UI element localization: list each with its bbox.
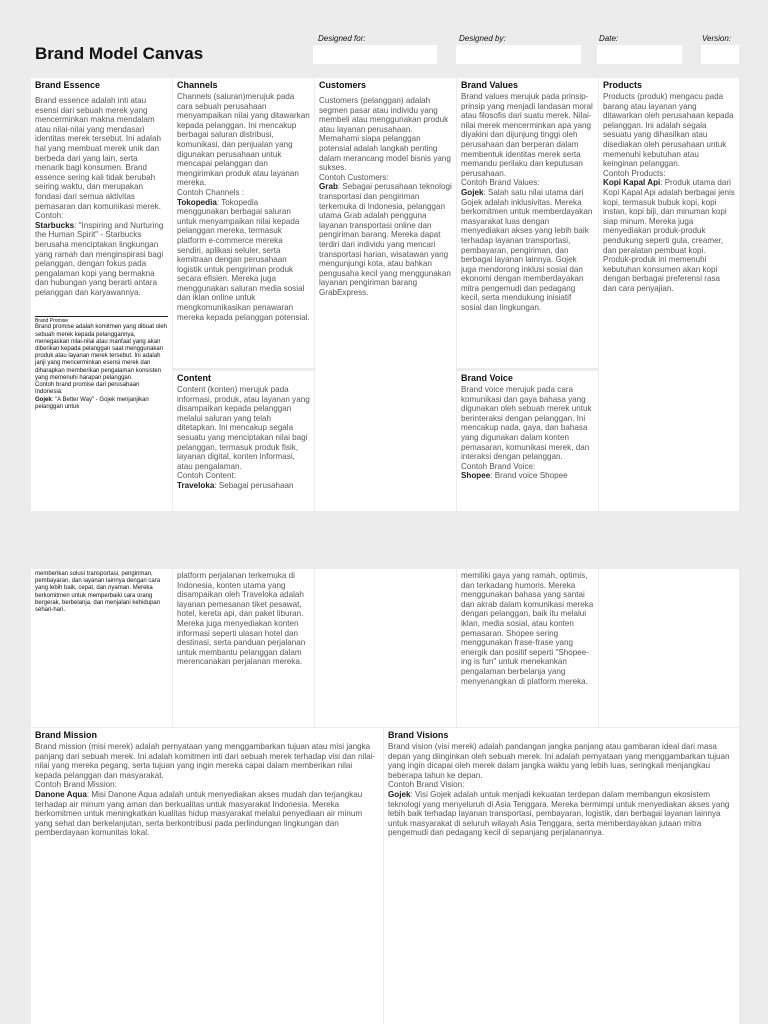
brand-voice-example-brand: Shopee [461,471,491,481]
designed-for-label: Designed for: [318,34,366,43]
brand-voice-heading: Brand Voice [461,373,513,383]
customers-text [319,96,455,297]
brand-voice-example-text: : Brand voice Shopee [490,471,568,481]
brand-voice-description: Brand voice merujuk pada cara komunikasi dan gaya bahasa yang digunakan oleh sebuah merek untuk berinteraksi dengan pelanggan. Ini mencakup nada, gaya, dan bahasa yang digunakan dalam konten pemasaran, komunikasi merek, dan interaksi dengan pelanggan. [461,385,594,462]
customers-example-text: : Sebagai perusahaan teknologi transportasi dan pengiriman terkemuka di Indonesia, pelanggan utama Grab adalah pengguna layanan transportasi online dan pengiriman barang. Mereka dapat terdiri dari individu yang mencari transportasi harian, wisatawan yang mengunjungi kota, atau bahkan pengusaha kecil yang menggunakan layanan pengiriman barang GrabExpress. [319,182,455,297]
channels-section [173,78,314,368]
brand-values-heading: Brand Values [461,80,519,90]
brand-visions-section [384,728,739,1024]
content-continuation: platform perjalanan terkemuka di Indonesia, konten utama yang disampaikan oleh Traveloka adalah layanan pemesanan tiket pesawat, hotel, kereta api, dan paket liburan. Mereka juga menyediakan konten informasi seperti ulasan hotel dan destinasi, serta panduan perjalanan untuk membantu pelanggan dalam merencanakan perjalanan mereka. [177,571,308,667]
section-divider [35,316,168,317]
brand-values-section [457,78,598,368]
brand-essence-heading: Brand Essence [35,80,101,90]
products-example-label: Contoh Products: [603,168,666,178]
brand-voice-continued [457,569,598,727]
products-example-brand: Kopi Kapal Api [603,178,661,188]
designed-by-field[interactable] [456,45,581,64]
brand-values-description: Brand values merujuk pada prinsip-prinsip yang menjadi landasan moral atau filosofis dari suatu merek. Nilai-nilai merek mencerminkan apa yang diyakini dan dijunjung tinggi oleh perusahaan dan berperan dalam membentuk identitas merek serta memandu perilaku dan keputusan perusahaan. [461,92,596,178]
customers-heading: Customers [319,80,367,90]
brand-promise-example-text: : "A Better Way" - Gojek menjanjikan pelanggan untuk [35,396,151,410]
date-label: Date: [599,34,619,43]
content-example-brand: Traveloka [177,480,215,490]
brand-visions-description: Brand vision (visi merek) adalah pandangan jangka panjang atau gambaran ideal dari masa depan yang diinginkan oleh sebuah merek. Ini adalah pernyataan yang menggambarkan tujuan yang ingin dicapai oleh merek dalam jangka waktu yang lebih luas, seringkali menjangkau beberapa tahun ke depan. [388,742,732,780]
content-example-label: Contoh Content: [177,471,236,481]
brand-mission-text [35,742,379,838]
channels-example-label: Contoh Channels : [177,187,245,197]
version-label: Version: [702,34,732,43]
brand-mission-example-label: Contoh Brand Mission: [35,780,117,790]
channels-heading: Channels [177,80,218,90]
content-continued [173,569,314,727]
brand-essence-example-label: Contoh: [35,211,64,221]
brand-mission-heading: Brand Mission [35,730,98,740]
brand-visions-example-brand: Gojek [388,789,411,799]
brand-voice-text [461,385,594,481]
content-section [173,371,314,511]
brand-essence-text [35,96,168,297]
brand-mission-example-brand: Danone Aqua [35,789,87,799]
products-example-text: : Produk utama dari Kopi Kapal Api adalah berbagai jenis kopi, termasuk bubuk kopi, kopi instan, kopi biji, dan minuman kopi siap minum. Mereka juga menyediakan produk-produk pendukung seperti gula, creamer, dan peralatan pembuat kopi. Produk-produk ini memenuhi kebutuhan konsumen akan kopi dengan berbagai preferensi rasa dan cara penyajian. [603,178,738,293]
products-text [603,92,738,293]
brand-values-text [461,92,594,313]
channels-example-brand: Tokopedia [177,197,217,207]
designed-by-label: Designed by: [459,34,506,43]
brand-mission-section [31,728,383,1024]
brand-promise-text [35,324,168,410]
brand-visions-text [388,742,735,838]
date-field[interactable] [597,45,682,64]
brand-promise-example-brand: Gojek [35,396,52,403]
brand-voice-section [457,371,598,511]
products-continued [599,569,739,727]
brand-voice-continuation: memiliki gaya yang ramah, optimis, dan terkadang humoris. Mereka menggunakan bahasa yang santai dan akrab dalam komunikasi mereka dengan pelanggan, baik itu melalui iklan, media sosial, atau konten pemasaran. Shopee sering menggunakan frase-frase yang energik dan positif seperti "Shopee-ing is fun" untuk menekankan pengalaman berbelanja yang menyenangkan di platform mereka. [461,571,596,686]
brand-values-example-text: : Salah satu nilai utama dari Gojek adalah inklusivitas. Mereka berkomitmen untuk memberdayakan masyarakat luas dengan menyediakan akses yang lebih baik terhadap layanan transportasi, pembayaran, pengiriman, dan berbagai layanan lainnya. Gojek juga mendorong inklusi sosial dan ekonomi dengan memberdayakan mitra pengemudi dan pedagang kecil, serta mendukung inisiatif sosial dan lingkungan. [461,187,595,313]
brand-promise-example-label: Contoh brand promise dari perusahaan Indonesia: [35,382,142,396]
brand-voice-example-label: Contoh Brand Voice: [461,461,536,471]
brand-promise-continued [31,569,172,727]
brand-essence-section [31,78,172,511]
customers-example-brand: Grab [319,182,338,192]
customers-description: Customers (pelanggan) adalah segmen pasar atau individu yang membeli atau menggunakan produk atau layanan perusahaan. Memahami siapa pelanggan potensial adalah langkah penting dalam merancang model bisnis yang sukses. [319,96,454,173]
brand-mission-description: Brand mission (misi merek) adalah pernyataan yang menggambarkan tujuan atau misi jangka panjang dari sebuah merek. Ini adalah komitmen inti dari sebuah merek terhadap visi dan nilai-nilai yang mereka pegang, serta tujuan yang ingin mereka capai dalam memberikan nilai kepada pelanggan dan masyarakat. [35,742,376,780]
brand-visions-heading: Brand Visions [388,730,449,740]
channels-text [177,92,310,322]
brand-promise-heading: Brand Promise [35,318,69,325]
products-description: Products (produk) mengacu pada barang atau layanan yang ditawarkan oleh perusahaan kepada pelanggan. Ini adalah segala sesuatu yang dihasilkan atau disediakan oleh perusahaan untuk memenuhi kebutuhan atau keinginan pelanggan. [603,92,736,169]
channels-example-text: : Tokopedia menggunakan berbagai saluran untuk menyampaikan nilai kepada pelanggan mereka, termasuk platform e-commerce mereka sendiri, aplikasi seluler, serta kemitraan dengan perusahaan logistik untuk pengiriman produk secara efisien. Mereka juga menggunakan saluran media sosial dan iklan online untuk mengkomunikasikan penawaran mereka kepada pelanggan potensial. [177,197,310,322]
customers-continued [315,569,456,727]
brand-essence-example-text: : "Inspiring and Nurturing the Human Spirit" - Starbucks berusaha menciptakan lingkungan yang ramah dan menginspirasi bagi pelanggan, dengan fokus pada pengalaman kopi yang bermakna dan hubungan yang berarti antara pelanggan dan karyawannya. [35,220,166,297]
brand-mission-example-text: : Misi Danone Aqua adalah untuk menyediakan akses mudah dan terjangkau terhadap air minum yang aman dan berkualitas untuk masyarakat Indonesia. Mereka berkomitmen untuk meningkatkan kualitas hidup masyarakat melalui penyediaan air minum yang sehat dan berkelanjutan, serta berkontribusi pada perlindungan lingkungan dan pemberdayaan komunitas lokal. [35,789,365,838]
content-text [177,385,310,491]
customers-section [315,78,456,511]
brand-promise-description: Brand promise adalah komitmen yang dibuat oleh sebuah merek kepada pelanggannya, menegaskan nilai-nilai atau manfaat yang akan diberikan kepada pelanggan saat menggunakan produk atau layanan merek tersebut. Ini adalah janji yang mencerminkan esensi merek dan diharapkan memberikan pengalaman konsisten yang memenuhi harapan pelanggan. [35,324,169,381]
version-field[interactable] [701,45,739,64]
channels-description: Channels (saluran)merujuk pada cara sebuah perusahaan menyampaikan nilai yang ditawarkan kepada pelanggan. Ini mencakup berbagai saluran distribusi, komunikasi, dan penjualan yang digunakan perusahaan untuk mencapai pelanggan dan mengirimkan produk atau layanan mereka. [177,92,312,188]
page-title: Brand Model Canvas [35,44,204,63]
customers-example-label: Contoh Customers: [319,172,389,182]
brand-visions-example-text: : Visi Gojek adalah untuk menjadi kekuatan terdepan dalam membangun ekosistem teknologi yang menyeluruh di Asia Tenggara. Mereka bermimpi untuk menyediakan akses yang lebih baik terhadap layanan transportasi, pembayaran, logistik, dan berbagai layanan lainnya untuk masyarakat di seluruh wilayah Asia Tenggara, serta memberdayakan jutaan mitra pengemudi dan pedagang kecil di sepanjang perjalanannya. [388,789,732,838]
content-heading: Content [177,373,211,383]
brand-values-example-label: Contoh Brand Values: [461,178,540,188]
brand-essence-description: Brand essence adalah inti atau esensi dari sebuah merek yang mencerminkan makna mendalam atau nilai-nilai yang mendasari identitas merek tersebut. Ini adalah hal yang membuat merek unik dan berbeda dari yang lain, serta menarik bagi konsumen. Brand essence sering kali tidak berubah seiring waktu, dan merupakan fondasi dari semua aktivitas pemasaran dan komunikasi merek. [35,96,164,211]
brand-visions-example-label: Contoh Brand Vision: [388,780,465,790]
brand-promise-continuation: memberikan solusi transportasi, pengiriman, pembayaran, dan layanan lainnya dengan cara yang lebih baik, cepat, dan nyaman. Mereka berkomitmen untuk memperbaiki cara orang bergerak, berbelanja, dan menjalani kehidupan sehari-hari. [35,571,162,614]
content-description: Content (konten) merujuk pada informasi, produk, atau layanan yang disampaikan kepada pelanggan melalui saluran yang telah ditetapkan. Ini mencakup segala sesuatu yang menciptakan nilai bagi pelanggan, termasuk produk fisik, layanan digital, konten informasi, atau pengalaman. [177,385,312,471]
content-example-text: : Sebagai perusahaan [214,480,294,490]
designed-for-field[interactable] [313,45,437,64]
brand-values-example-brand: Gojek [461,187,484,197]
products-heading: Products [603,80,643,90]
brand-essence-example-brand: Starbucks [35,220,75,230]
products-section [599,78,739,511]
